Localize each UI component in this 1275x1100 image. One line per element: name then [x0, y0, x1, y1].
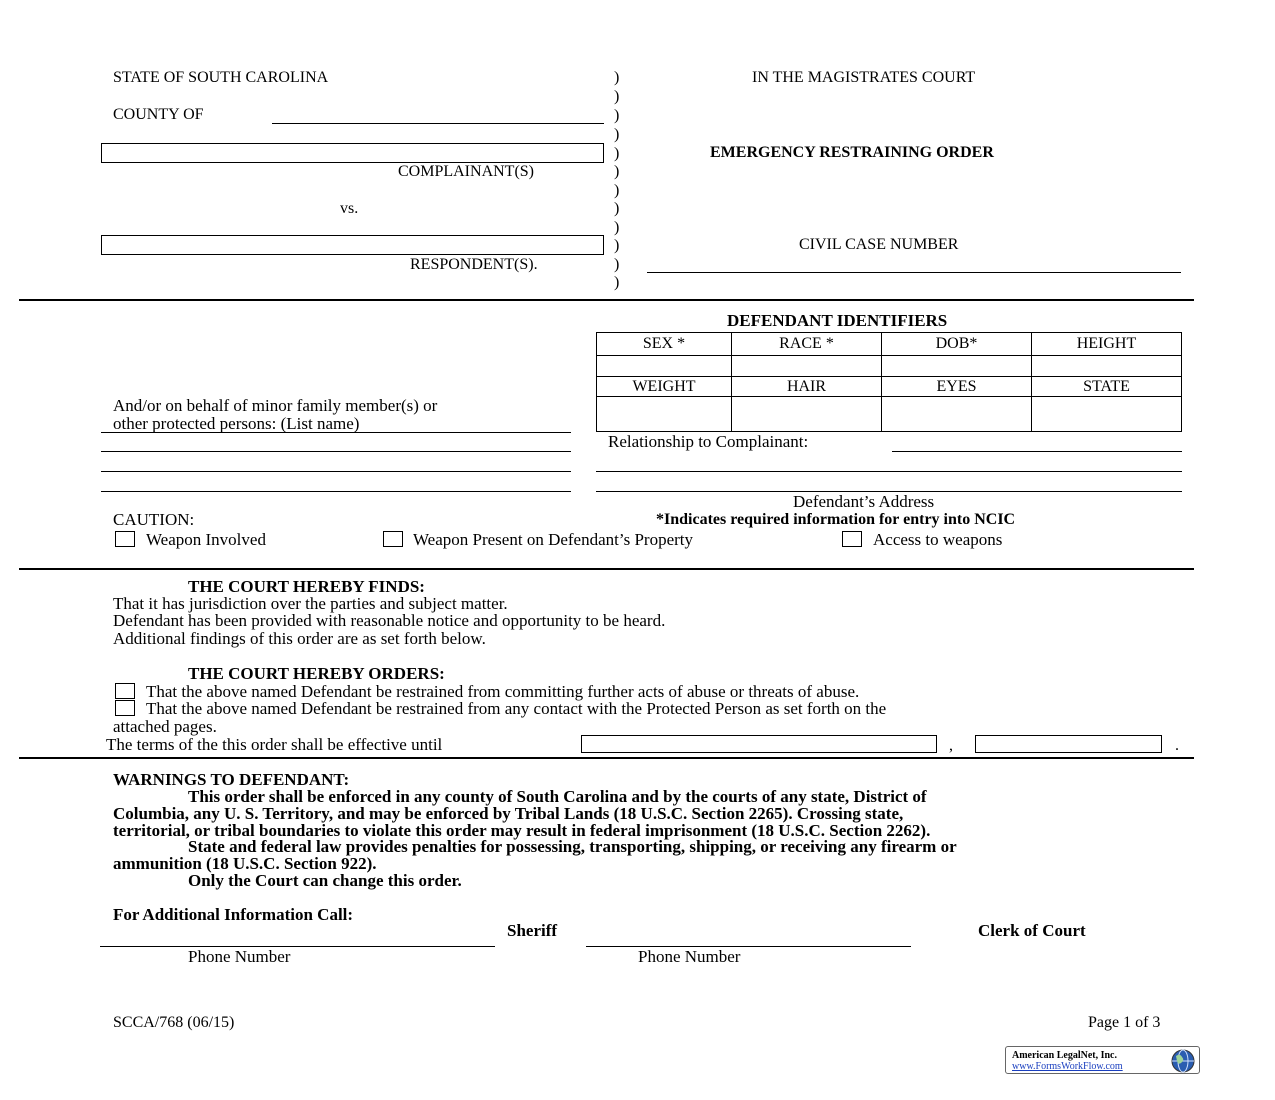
- court-name: IN THE MAGISTRATES COURT: [752, 69, 976, 86]
- access-weapons-label: Access to weapons: [873, 530, 1003, 549]
- address-line[interactable]: [596, 471, 1182, 472]
- comma: ,: [949, 737, 953, 754]
- finding-line: Defendant has been provided with reasonable notice and opportunity to be heard.: [113, 611, 666, 630]
- access-weapons-checkbox[interactable]: [842, 531, 862, 547]
- paren: ): [614, 88, 620, 105]
- race-header: RACE *: [732, 333, 882, 356]
- warnings-title: WARNINGS TO DEFENDANT:: [113, 770, 350, 789]
- county-label: COUNTY OF: [113, 106, 204, 123]
- warning-line: State and federal law provides penalties for possessing, transporting, shipping, or receiving any firearm or: [188, 837, 957, 856]
- case-number-field[interactable]: [647, 272, 1181, 273]
- eyes-cell[interactable]: [882, 397, 1032, 432]
- order-no-abuse-label: That the above named Defendant be restrained from committing further acts of abuse or threats of abuse.: [146, 682, 860, 701]
- sheriff-phone-label: Phone Number: [188, 947, 291, 966]
- versus-label: vs.: [340, 200, 359, 217]
- effective-label: The terms of the this order shall be effective until: [106, 735, 443, 754]
- publisher-badge[interactable]: [1005, 1046, 1200, 1074]
- protected-name-line[interactable]: [101, 491, 571, 492]
- sex-header: SEX *: [597, 333, 732, 356]
- order-no-contact-checkbox[interactable]: [115, 700, 135, 716]
- minor-members-label: And/or on behalf of minor family member(s) or: [113, 396, 438, 415]
- paren: ): [614, 256, 620, 273]
- warning-line: Only the Court can change this order.: [188, 871, 462, 890]
- section-divider: [19, 568, 1194, 570]
- height-header: HEIGHT: [1032, 333, 1182, 356]
- findings-title: THE COURT HEREBY FINDS:: [188, 577, 425, 596]
- paren: ): [614, 182, 620, 199]
- effective-time-field[interactable]: [975, 735, 1162, 753]
- finding-line: Additional findings of this order are as set forth below.: [113, 629, 486, 648]
- protected-name-line[interactable]: [101, 451, 571, 452]
- finding-line: That it has jurisdiction over the parties and subject matter.: [113, 594, 508, 613]
- paren: ): [614, 145, 620, 162]
- warning-line: territorial, or tribal boundaries to violate this order may result in federal imprisonment (18 U.S.C. Section 2262).: [113, 821, 931, 840]
- order-no-contact-label-cont: attached pages.: [113, 717, 217, 736]
- orders-title: THE COURT HEREBY ORDERS:: [188, 664, 445, 683]
- badge-url[interactable]: www.FormsWorkFlow.com: [1012, 1061, 1123, 1072]
- protected-name-line[interactable]: [101, 432, 571, 433]
- case-number-label: CIVIL CASE NUMBER: [799, 236, 959, 253]
- contact-title: For Additional Information Call:: [113, 905, 354, 924]
- weapon-present-checkbox[interactable]: [383, 531, 403, 547]
- order-no-contact-label: That the above named Defendant be restrained from any contact with the Protected Person as set forth on the: [146, 699, 887, 718]
- state-name: STATE OF SOUTH CAROLINA: [113, 69, 329, 86]
- ncic-note: *Indicates required information for entry into NCIC: [656, 511, 1016, 528]
- relationship-field[interactable]: [892, 451, 1182, 452]
- paren: ): [614, 200, 620, 217]
- sheriff-phone-field[interactable]: [100, 946, 495, 947]
- effective-date-field[interactable]: [581, 735, 937, 753]
- period: .: [1175, 737, 1179, 754]
- protected-name-line[interactable]: [101, 471, 571, 472]
- form-id: SCCA/768 (06/15): [113, 1014, 235, 1031]
- minor-members-label-cont: other protected persons: (List name): [113, 414, 360, 433]
- hair-header: HAIR: [732, 377, 882, 397]
- section-divider: [19, 757, 1194, 759]
- weapon-present-label: Weapon Present on Defendant’s Property: [413, 530, 694, 549]
- weapon-involved-checkbox[interactable]: [115, 531, 135, 547]
- paren: ): [614, 69, 620, 86]
- sheriff-label: Sheriff: [507, 921, 558, 940]
- page-number: Page 1 of 3: [1088, 1014, 1161, 1031]
- dob-header: DOB*: [882, 333, 1032, 356]
- county-field[interactable]: [272, 123, 604, 124]
- respondent-label: RESPONDENT(S).: [410, 256, 538, 273]
- complainant-field[interactable]: [101, 143, 604, 163]
- state-header: STATE: [1032, 377, 1182, 397]
- paren: ): [614, 237, 620, 254]
- paren: ): [614, 219, 620, 236]
- height-cell[interactable]: [1032, 356, 1182, 377]
- paren: ): [614, 107, 620, 124]
- identifiers-title: DEFENDANT IDENTIFIERS: [727, 311, 948, 330]
- relationship-label: Relationship to Complainant:: [608, 432, 809, 451]
- weapon-involved-label: Weapon Involved: [146, 530, 266, 549]
- race-cell[interactable]: [732, 356, 882, 377]
- eyes-header: EYES: [882, 377, 1032, 397]
- warning-line: ammunition (18 U.S.C. Section 922).: [113, 854, 377, 873]
- order-no-abuse-checkbox[interactable]: [115, 683, 135, 699]
- paren: ): [614, 163, 620, 180]
- globe-icon: [1170, 1048, 1196, 1074]
- identifiers-table: [596, 332, 1182, 432]
- order-title: EMERGENCY RESTRAINING ORDER: [710, 144, 994, 161]
- caution-label: CAUTION:: [113, 510, 195, 529]
- paren: ): [614, 274, 620, 291]
- hair-cell[interactable]: [732, 397, 882, 432]
- state-cell[interactable]: [1032, 397, 1182, 432]
- warning-line: This order shall be enforced in any county of South Carolina and by the courts of any state, District of: [188, 787, 927, 806]
- section-divider: [19, 299, 1194, 301]
- clerk-phone-label: Phone Number: [638, 947, 741, 966]
- weight-cell[interactable]: [597, 397, 732, 432]
- sex-cell[interactable]: [597, 356, 732, 377]
- clerk-label: Clerk of Court: [978, 921, 1086, 940]
- respondent-field[interactable]: [101, 235, 604, 255]
- dob-cell[interactable]: [882, 356, 1032, 377]
- complainant-label: COMPLAINANT(S): [398, 163, 534, 180]
- weight-header: WEIGHT: [597, 377, 732, 397]
- clerk-phone-field[interactable]: [586, 946, 911, 947]
- badge-name: American LegalNet, Inc.: [1012, 1050, 1117, 1061]
- address-label: Defendant’s Address: [793, 492, 935, 511]
- warning-line: Columbia, any U. S. Territory, and may be enforced by Tribal Lands (18 U.S.C. Section 2265). Crossing state,: [113, 804, 904, 823]
- paren: ): [614, 126, 620, 143]
